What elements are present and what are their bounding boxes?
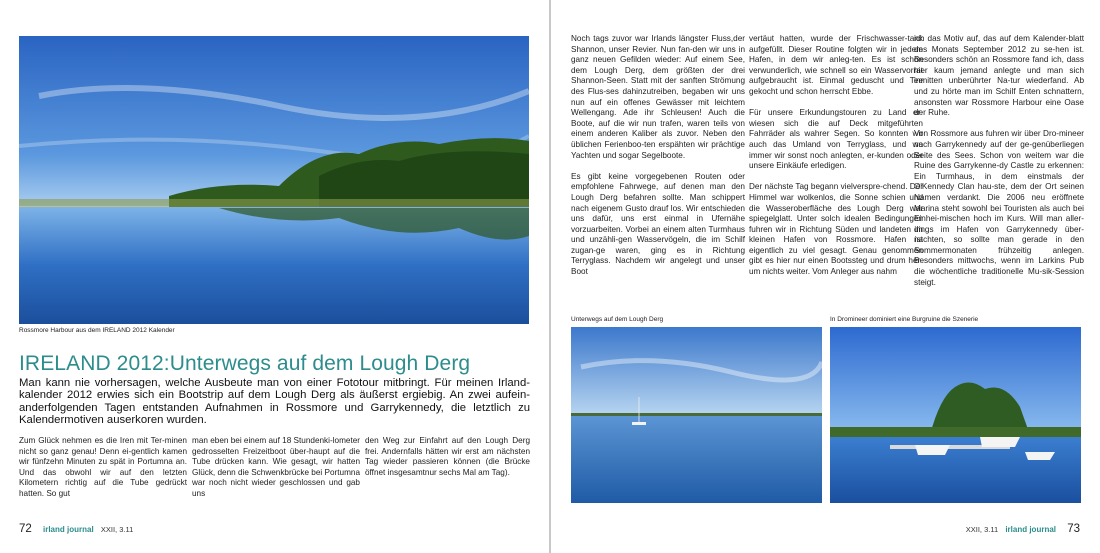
hero-photo-art <box>19 36 529 324</box>
right-column-2 <box>749 34 923 288</box>
magazine-name: irland journal <box>43 525 94 534</box>
page-number: 73 <box>1067 523 1080 535</box>
paragraph: man eben bei einem auf 18 Stundenki-lometer gedrosselten Freizeitboot über-haupt auf die Tube drücken kann. Wie gesagt, wir hatten Glück, denn die Schwenkbrücke bei Portumna war noch nicht wieder geschlossen und gab uns <box>192 436 360 498</box>
left-column-1 <box>19 436 187 510</box>
photo-lough-derg-art <box>571 327 822 503</box>
left-column-2 <box>192 436 360 510</box>
paragraph: den Weg zur Einfahrt auf den Lough Derg frei. Andernfalls hätten wir erst am nächsten Tag wieder passieren können (die Brücke öffnet insgesamtnur sechs Mal am Tag). <box>365 436 530 477</box>
hero-photo-rossmore-harbour <box>19 36 529 324</box>
headline-year: IRELAND 2012: <box>19 352 170 375</box>
photo-caption-lough-derg: Unterwegs auf dem Lough Derg <box>571 316 664 323</box>
paragraph: Es gibt keine vorgegebenen Routen oder empfohlene Fahrwege, auf denen man den Lough Derg befahren sollte. Man schippert nach eigenem Gusto drauf los. Wir entschieden uns dafür, uns erst einmal in Ufernähe vorzuarbeiten. Vorbei an einem alten Turmhaus und unzähli-gen Wasservögeln, die im Schilf zugan-ge waren, ging es in Richtung Terryglass. Nachdem wir angelegt und unser Boot <box>571 171 745 277</box>
issue-number: XXII, 3.11 <box>100 525 134 534</box>
photo-caption-dromineer: In Dromineer dominiert eine Burgruine die Szenerie <box>830 316 979 323</box>
paragraph: Noch tags zuvor war Irlands längster Fluss,der Shannon, unser Revier. Nun fan-den wir uns in ganz neuen Gefilden wieder: Auf einem See, dem Lough Derg, dem größten der drei Shannon-Seen. Statt mit der sanften Strömung des Flus-ses dahinzutreiben, begaben wir uns nun auf ein offenes Gewässer mit leichtem Wellengang. Ade ihr Schleusen! Auch die Boote, auf die wir nun trafen, waren teils von einem anderen Kaliber als zuvor. Neben den üblichen Ferienboo-ten erspähten wir prächtige Yachten und sogar Segelboote. <box>571 34 745 160</box>
photo-lough-derg <box>571 327 822 503</box>
paragraph: Der nächste Tag begann vielverspre-chend. Der Himmel war wolkenlos, die Sonne schien und die Wasseroberfläche des Lough Derg war spiegelglatt. Unter solch idealen Bedingungen fuhren wir in Richtung Süden und landeten im kleinen Hafen von Rossmore. Hafen ist eigentlich zu viel gesagt. Genau genommen gibt es hier nur einen Bootssteg und drum her-um nichts weiter. Vom Anleger aus nahm <box>749 182 923 277</box>
headline-subtitle: Unterwegs auf dem Lough Derg <box>169 352 471 375</box>
paragraph: Zum Glück nehmen es die Iren mit Ter-minen nicht so ganz genau! Denn ei-gentlich kamen wir fünfzehn Minuten zu spät in Portumna an. Und das obwohl wir auf den letzten Kilometern richtig auf die Tube gedrückt hatten. So gut <box>19 436 187 498</box>
page-number: 72 <box>19 523 32 535</box>
paragraph: ich das Motiv auf, das auf dem Kalender-blatt des Monats September 2012 zu se-hen ist. Besonders schön an Rossmore fand ich, dass hier kaum jemand anlegte und man sich inmitten unberührter Na-tur wiederfand. Ab und zu hörte man im Schilf Enten schnattern, ansonsten war Rossmore Harbour eine Oase der Ruhe. <box>914 34 1084 118</box>
photo-dromineer <box>830 327 1081 503</box>
article-headline <box>19 352 539 376</box>
right-column-1 <box>571 34 745 288</box>
magazine-name: irland journal <box>1005 525 1056 534</box>
right-folio <box>966 523 1080 535</box>
right-page <box>551 0 1100 553</box>
issue-number: XXII, 3.11 <box>965 525 999 534</box>
left-folio <box>19 523 133 535</box>
hero-photo-caption: Rossmore Harbour aus dem IRELAND 2012 Kalender <box>19 327 175 334</box>
article-intro: Man kann nie vorhersagen, welche Ausbeute man von einer Fototour mitbringt. Für meinen Irland-kalender 2012 erwies sich ein Bootstrip auf dem Lough Derg als äußerst ergiebig. An zwei aufein-anderfolgenden Tagen entstanden Aufnahmen in Rossmore und Garrykennedy, die letztlich zu Kalendermotiven auserkoren wurden. <box>19 377 530 427</box>
paragraph: Für unsere Erkundungstouren zu Land er-wiesen sich die auf Deck mitgeführten Fahrräder als wahrer Segen. So konnten wir auch das Umland von Terryglass, und wo immer wir sonst noch anlegten, er-kunden oder unsere Einkäufe erledigen. <box>749 108 923 171</box>
left-page <box>0 0 549 553</box>
paragraph: vertäut hatten, wurde der Frischwasser-tank aufgefüllt. Dieser Routine folgten wir in jedem Hafen, in dem wir anleg-ten. Es ist schon verwunderlich, wie schnell so ein Wasservorrat aufgebraucht ist. Einmal geduscht und Tee gekocht und schon herrscht Ebbe. <box>749 34 923 96</box>
left-column-3 <box>365 436 530 489</box>
right-column-3 <box>914 34 1084 299</box>
photo-dromineer-art <box>830 327 1081 503</box>
paragraph: Von Rossmore aus fuhren wir über Dro-mineer nach Garrykennedy auf der ge-genüberliegen Seite des Sees. Schon von weitem war die Ruine des Garrykenne-dy Castle zu erkennen: Ein Turmhaus, in dem einstmals der O'Kennedy Clan hau-ste, dem der Ort seinen Namen verdankt. Die 2006 neu eröffnete Marina steht sowohl bei Touristen als auch bei Einhei-mischen hoch im Kurs. Will man aller-dings im Hafen von Garrykennedy über-nachten, so sollte man gerade in den Sommermonaten frühzeitig anlegen. Besonders mittwochs, wenn im Larkins Pub die wöchentliche traditionelle Mu-sik-Session steigt. <box>914 129 1084 287</box>
